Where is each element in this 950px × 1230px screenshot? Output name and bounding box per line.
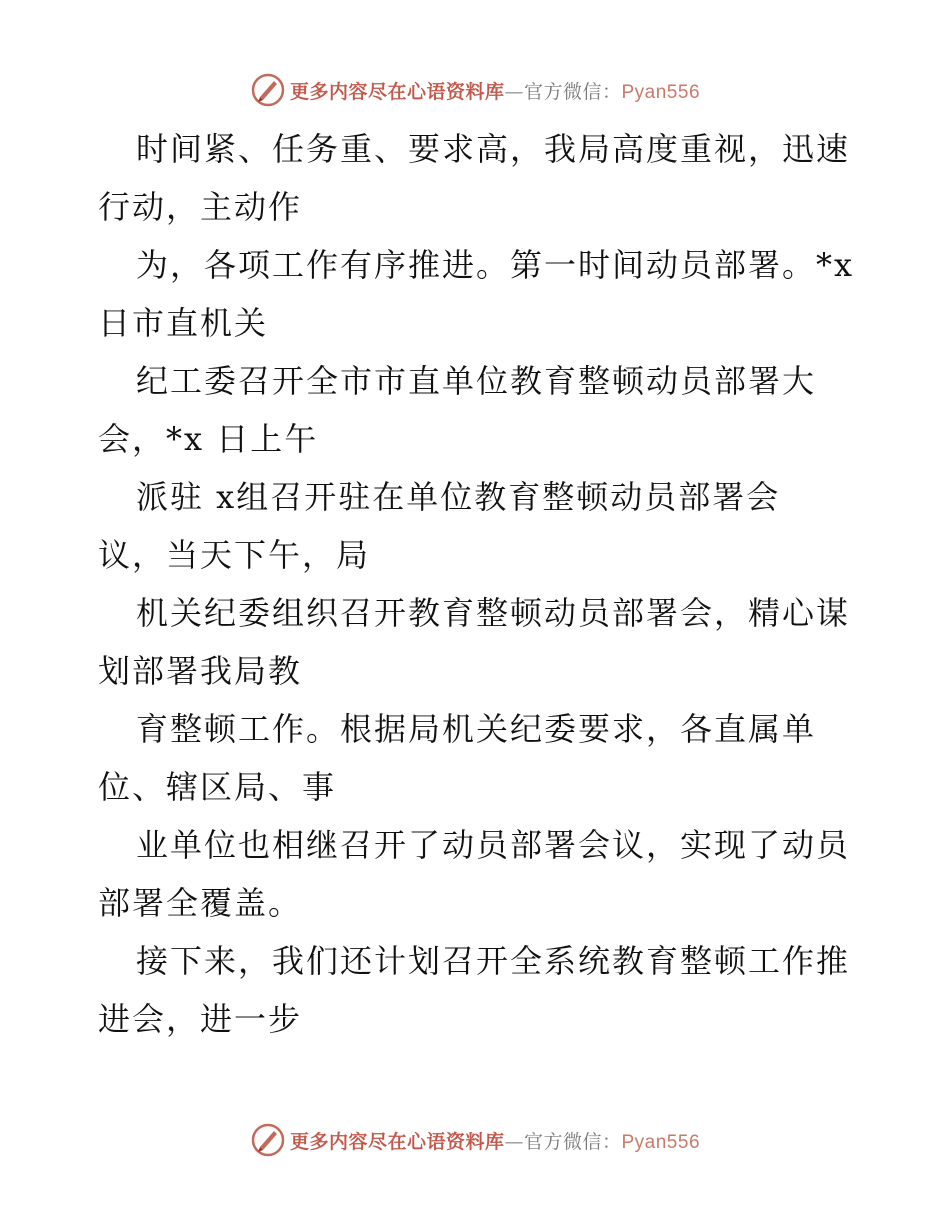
body-line: 部署全覆盖。 [98, 884, 303, 922]
body-line: 纪工委召开全市市直单位教育整顿动员部署大 [136, 362, 817, 400]
body-line: 行动，主动作 [98, 188, 303, 226]
body-line: 议，当天下午，局 [98, 536, 371, 574]
document-body [98, 120, 858, 1048]
pen-logo-icon [250, 1122, 286, 1158]
header-watermark [0, 70, 950, 110]
body-line: 划部署我局教 [98, 652, 303, 690]
body-line: 时间紧、任务重、要求高，我局高度重视，迅速 [136, 130, 851, 168]
body-line: 接下来，我们还计划召开全系统教育整顿工作推 [136, 942, 851, 980]
pen-logo-icon [250, 72, 286, 108]
body-line: 会，*x 日上午 [98, 420, 319, 458]
watermark-text: 更多内容尽在心语资料库—官方微信：Pyan556 [289, 80, 701, 103]
body-line: 育整顿工作。根据局机关纪委要求，各直属单 [136, 710, 817, 748]
body-line: 位、辖区局、事 [98, 768, 337, 806]
body-line: 派驻 x组召开驻在单位教育整顿动员部署会 [136, 478, 781, 516]
body-line: 为，各项工作有序推进。第一时间动员部署。*x [136, 246, 855, 284]
watermark-text: 更多内容尽在心语资料库—官方微信：Pyan556 [289, 1130, 701, 1153]
body-line: 日市直机关 [98, 304, 269, 342]
body-line: 业单位也相继召开了动员部署会议，实现了动员 [136, 826, 851, 864]
body-line: 机关纪委组织召开教育整顿动员部署会，精心谋 [136, 594, 851, 632]
footer-watermark [0, 1120, 950, 1160]
body-line: 进会，进一步 [98, 1000, 303, 1038]
